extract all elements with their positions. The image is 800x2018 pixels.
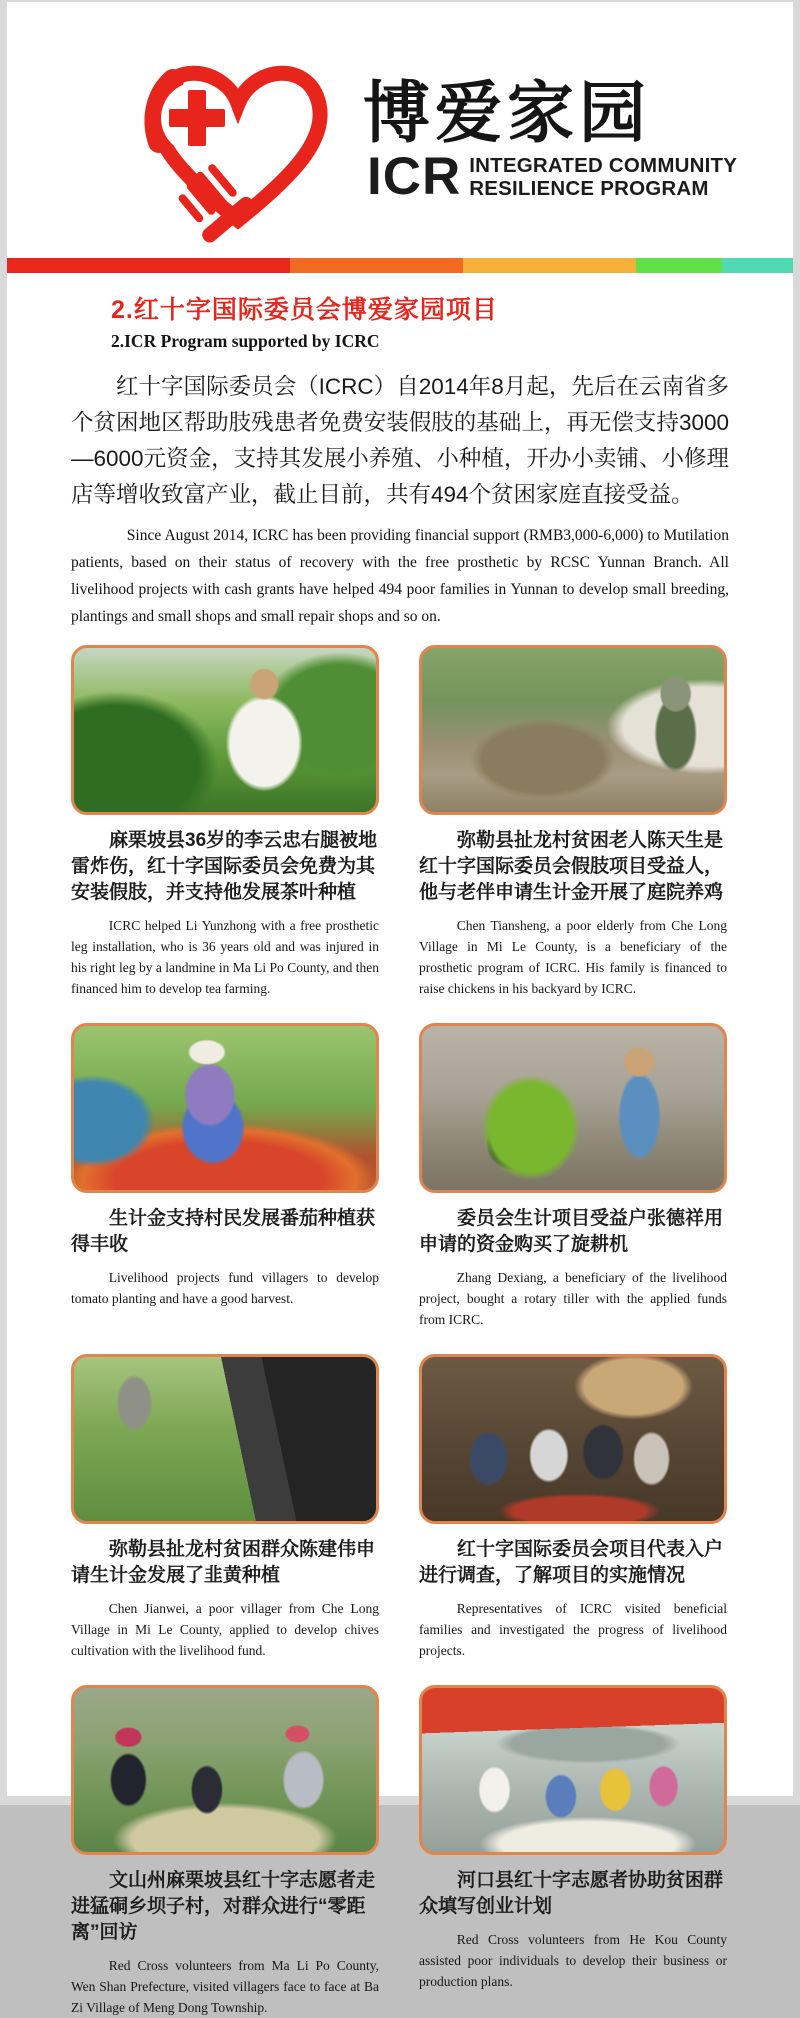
- photo-gallery: [71, 645, 729, 2018]
- stripe-segment: [290, 258, 463, 273]
- photo-caption-chinese: 麻栗坡县36岁的李云忠右腿被地雷炸伤，红十字国际委员会免费为其安装假肢，并支持他发展茶叶种植: [71, 830, 378, 903]
- gallery-item: [71, 1685, 379, 2018]
- photo-caption-chinese: 文山州麻栗坡县红十字志愿者走进猛硐乡坝子村，对群众进行“零距离”回访: [71, 1870, 376, 1943]
- photo-chicken-yard: [419, 645, 727, 815]
- gallery-item: [419, 1023, 727, 1330]
- gallery-item: [71, 1023, 379, 1330]
- gallery-item: [419, 645, 727, 999]
- program-fullname: [469, 154, 737, 200]
- photo-tomato-harvest: [71, 1023, 379, 1193]
- photo-village-visit: [71, 1685, 379, 1855]
- program-title-english: [367, 147, 738, 206]
- program-abbr: ICR: [367, 147, 462, 206]
- photo-caption-english: Representatives of ICRC visited beneficial families and investigated the progress of livelihood projects.: [419, 1601, 727, 1658]
- header: [7, 2, 793, 258]
- program-fullname-line2: RESILIENCE PROGRAM: [469, 177, 709, 200]
- photo-caption-chinese: 弥勒县扯龙村贫困群众陈建伟申请生计金发展了韭黄种植: [71, 1539, 376, 1586]
- photo-tea-farmer: [71, 645, 379, 815]
- photo-business-canopy: [419, 1685, 727, 1855]
- section-heading-english: 2.ICR Program supported by ICRC: [111, 331, 380, 351]
- photo-caption-chinese: 委员会生计项目受益户张德祥用申请的资金购买了旋耕机: [419, 1208, 724, 1255]
- intro-paragraph-english: Since August 2014, ICRC has been providing financial support (RMB3,000-6,000) to Mutilation patients, based on their status of recovery with the free prosthetic by RCSC Yunnan Branch. All livelihood projects with cash grants have helped 494 poor families in Yunnan to develop small breeding, plantings and small shops and small repair shops and so on.: [71, 527, 729, 625]
- photo-caption-english: Red Cross volunteers from Ma Li Po County, Wen Shan Prefecture, visited villagers face to face at Ba Zi Village of Meng Dong Township.: [71, 1958, 379, 2015]
- section-heading-chinese: 2.红十字国际委员会博爱家园项目: [111, 296, 498, 324]
- photo-caption-chinese: 红十字国际委员会项目代表入户进行调查，了解项目的实施情况: [419, 1539, 724, 1586]
- stripe-segment: [722, 258, 793, 273]
- stripe-segment: [636, 258, 722, 273]
- photo-caption-english: ICRC helped Li Yunzhong with a free prosthetic leg installation, who is 36 years old and was injured in his right leg by a landmine in Ma Li Po County, and then financed him to develop tea farming.: [71, 918, 379, 996]
- photo-rotary-tiller: [419, 1023, 727, 1193]
- photo-caption-english: Livelihood projects fund villagers to develop tomato planting and have a good harvest.: [71, 1270, 379, 1306]
- color-stripe: [7, 258, 793, 273]
- poster-canvas: [7, 2, 793, 2015]
- photo-caption-chinese: 弥勒县扯龙村贫困老人陈天生是红十字国际委员会假肢项目受益人，他与老伴申请生计金开展了庭院养鸡: [419, 830, 724, 903]
- red-cross-heart-hand-logo-icon: [133, 46, 343, 246]
- photo-household-survey: [419, 1354, 727, 1524]
- photo-caption-english: Zhang Dexiang, a beneficiary of the livelihood project, bought a rotary tiller with the applied funds from ICRC.: [419, 1270, 727, 1327]
- intro-paragraph-chinese: 红十字国际委员会（ICRC）自2014年8月起，先后在云南省多个贫困地区帮助肢残患者免费安装假肢的基础上，再无偿支持3000—6000元资金，支持其发展小养殖、小种植，开办小卖铺、小修理店等增收致富产业，截止目前，共有494个贫困家庭直接受益。: [71, 374, 729, 507]
- photo-caption-chinese: 河口县红十字志愿者协助贫困群众填写创业计划: [419, 1870, 724, 1917]
- photo-caption-english: Chen Tiansheng, a poor elderly from Che Long Village in Mi Le County, is a beneficiary of the prosthetic program of ICRC. His family is financed to raise chickens in his backyard by ICRC.: [419, 918, 727, 996]
- program-fullname-line1: INTEGRATED COMMUNITY: [469, 154, 738, 177]
- gallery-item: [419, 1354, 727, 1661]
- stripe-segment: [463, 258, 636, 273]
- photo-caption-chinese: 生计金支持村民发展番茄种植获得丰收: [71, 1208, 376, 1255]
- photo-caption-english: Chen Jianwei, a poor villager from Che Long Village in Mi Le County, applied to develop chives cultivation with the livelihood fund.: [71, 1601, 379, 1658]
- gallery-item: [419, 1685, 727, 2018]
- stripe-segment: [7, 258, 290, 273]
- photo-chives-field: [71, 1354, 379, 1524]
- gallery-item: [71, 1354, 379, 1661]
- photo-caption-english: Red Cross volunteers from He Kou County assisted poor individuals to develop their business or production plans.: [419, 1932, 727, 1989]
- program-title-chinese: 博爱家园: [363, 76, 651, 151]
- gallery-item: [71, 645, 379, 999]
